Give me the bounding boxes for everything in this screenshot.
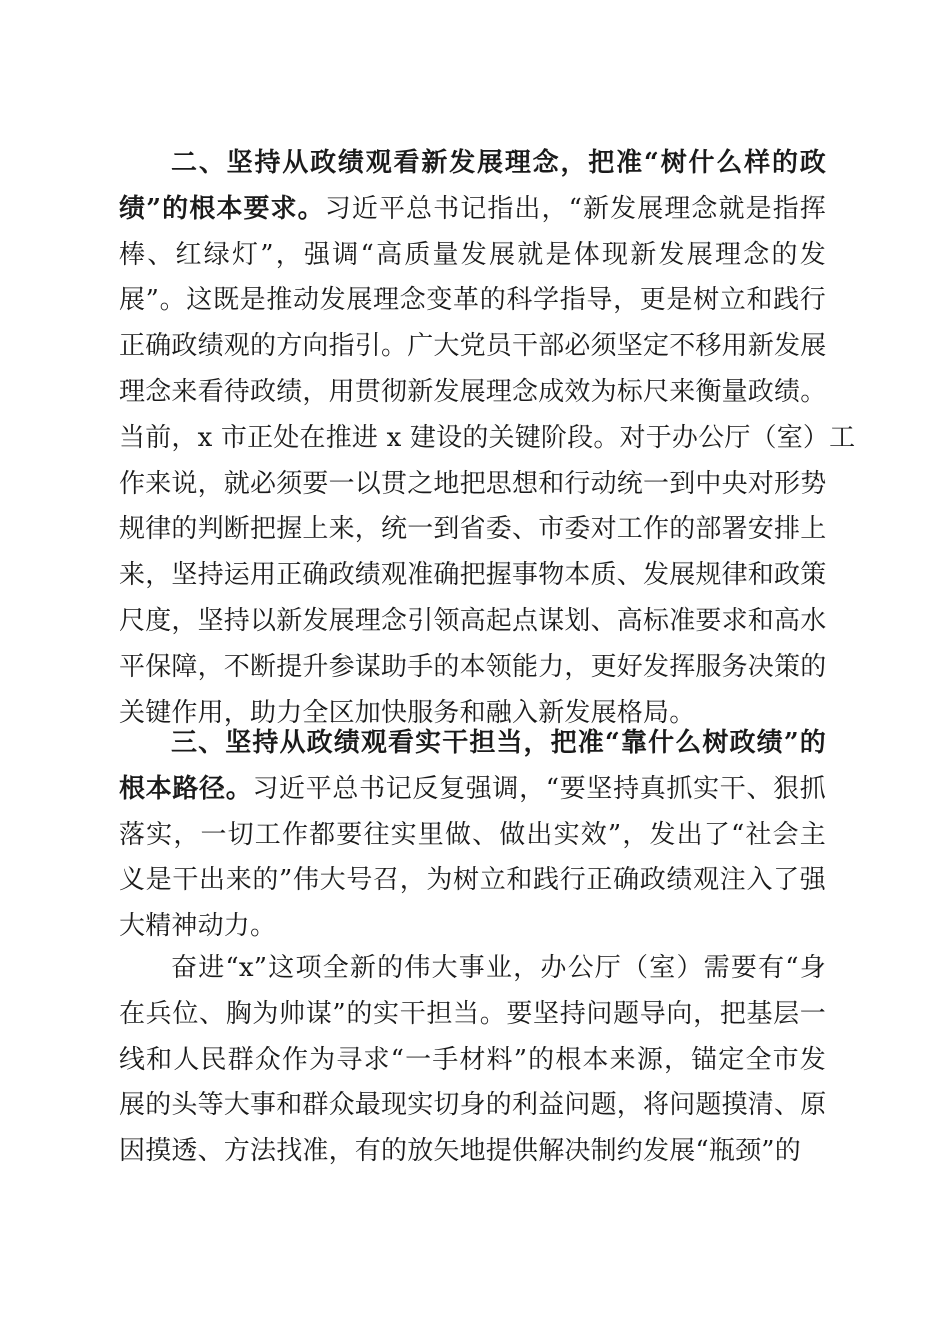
body-text: 展的头等大事和群众最现实切身的利益问题，将问题摸清、原 [119,1090,827,1121]
body-text: 规律的判断把握上来，统一到省委、市委对工作的部署安排上 [119,514,827,545]
paragraph-body [119,721,826,950]
text-line [119,1038,826,1084]
bold-heading-text: 三、坚持从政绩观看实干担当，把准“靠什么树政绩”的 [171,728,826,758]
body-text: 线和人民群众作为寻求“一手材料”的根本来源，锚定全市发 [119,1044,826,1075]
text-line [119,1083,826,1129]
body-text: 平保障，不断提升参谋助手的本领能力，更好发挥服务决策的 [119,651,827,682]
body-text: 因摸透、方法找准，有的放矢地提供解决制约发展“瓶颈”的 [119,1136,801,1167]
text-line [119,904,826,950]
body-text: 理念来看待政绩，用贯彻新发展理念成效为标尺来衡量政绩。 [119,376,827,407]
paragraph-practical-work [119,721,826,950]
body-text: 义是干出来的”伟大号召，为树立和践行正确政绩观注入了强 [119,865,826,896]
body-text: 在兵位、胸为帅谋”的实干担当。要坚持问题导向，把基层一 [119,998,826,1029]
text-line [119,645,826,691]
body-text: 习近平总书记反复强调，“要坚持真抓实干、狠抓 [252,773,826,804]
text-line [119,599,826,645]
body-text: 来，坚持运用正确政绩观准确把握事物本质、发展规律和政策 [119,560,827,591]
text-line [119,813,826,859]
text-line [119,462,826,508]
text-line [119,553,826,599]
body-text: 大精神动力。 [119,911,277,942]
body-text: 习近平总书记指出，“新发展理念就是指挥 [324,193,827,224]
paragraph-development-concept [119,141,856,736]
text-line [119,992,826,1038]
body-text: 奋进“x”这项全新的伟大事业，办公厅（室）需要有“身 [171,953,826,983]
text-line [119,858,826,904]
text-line [119,721,826,767]
text-line [119,1129,826,1175]
text-line [119,946,826,992]
body-text: 棒、红绿灯”，强调“高质量发展就是体现新发展理念的发 [119,239,826,270]
text-line [119,324,826,370]
text-line [119,141,826,187]
text-line [119,767,826,813]
text-line [119,187,826,233]
body-text: 落实，一切工作都要往实里做、做出实效”，发出了“社会主 [119,819,826,850]
body-text: 当前，x 市正处在推进 x 建设的关键阶段。对于办公厅（室）工 [119,422,856,453]
paragraph-new-cause [119,946,826,1175]
body-text: 关键作用，助力全区加快服务和融入新发展格局。 [119,697,696,728]
body-text: 展”。这既是推动发展理念变革的科学指导，更是树立和践行 [119,285,826,316]
text-line [119,370,826,416]
text-line [119,278,826,324]
body-text: 正确政绩观的方向指引。广大党员干部必须坚定不移用新发展 [119,331,827,362]
bold-heading-text: 绩”的根本要求。 [119,193,325,224]
body-text: 作来说，就必须要一以贯之地把思想和行动统一到中央对形势 [119,468,827,499]
bold-heading-text: 二、坚持从政绩观看新发展理念，把准“树什么样的政 [171,148,826,178]
body-text: 尺度，坚持以新发展理念引领高起点谋划、高标准要求和高水 [119,605,827,636]
text-line [119,233,826,279]
paragraph-body [119,946,826,1175]
paragraph-body [119,141,856,736]
text-line [119,416,856,462]
text-line [119,507,826,553]
bold-heading-text: 根本路径。 [119,773,253,804]
